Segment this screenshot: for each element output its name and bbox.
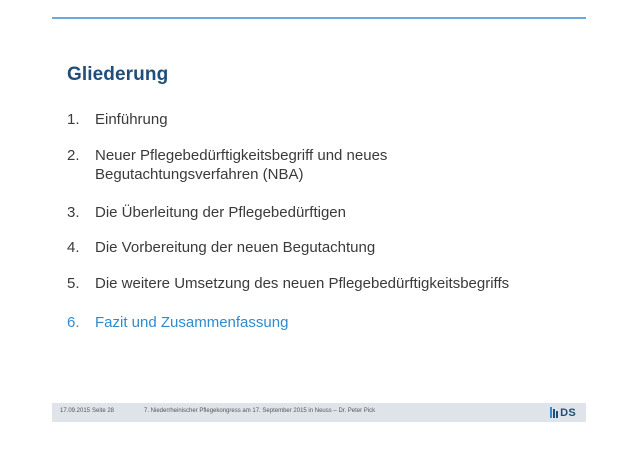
agenda-item-number: 3. — [67, 204, 80, 221]
footer-bar — [52, 403, 586, 422]
mds-logo — [550, 406, 576, 419]
agenda-item-number: 1. — [67, 111, 80, 128]
agenda-item-2 — [67, 146, 607, 184]
agenda-item-5 — [67, 274, 607, 293]
agenda-item-text: Neuer Pflegebedürftigkeitsbegriff und neues Begutachtungsverfahren (NBA) — [95, 147, 388, 183]
footer-page-number: Seite 28 — [92, 408, 115, 414]
logo-text: DS — [560, 406, 576, 419]
agenda-item-text: Die weitere Umsetzung des neuen Pflegebedürftigkeitsbegriffs — [95, 275, 510, 292]
agenda-item-number: 6. — [67, 314, 80, 331]
footer-date: 17.09.2015 — [60, 408, 91, 414]
agenda-item-text: Einführung — [95, 111, 168, 128]
agenda-item-text: Die Vorbereitung der neuen Begutachtung — [95, 239, 376, 256]
top-divider — [52, 17, 586, 19]
agenda-item-text: Die Überleitung der Pflegebedürftigen — [95, 204, 346, 221]
agenda-item-3 — [67, 203, 607, 222]
agenda-item-number: 5. — [67, 275, 80, 292]
slide-title: Gliederung — [67, 64, 169, 85]
agenda-item-number: 4. — [67, 239, 80, 256]
agenda-item-number: 2. — [67, 147, 80, 164]
agenda-item-6 — [67, 313, 607, 332]
agenda-item-1 — [67, 110, 607, 129]
agenda-item-text: Fazit und Zusammenfassung — [95, 314, 289, 331]
agenda-item-4 — [67, 238, 607, 257]
logo-mark-icon — [550, 407, 559, 418]
footer-event-text: 7. Niederrheinischer Pflegekongress am 17. September 2015 in Neuss – Dr. Peter Pick — [144, 408, 376, 414]
